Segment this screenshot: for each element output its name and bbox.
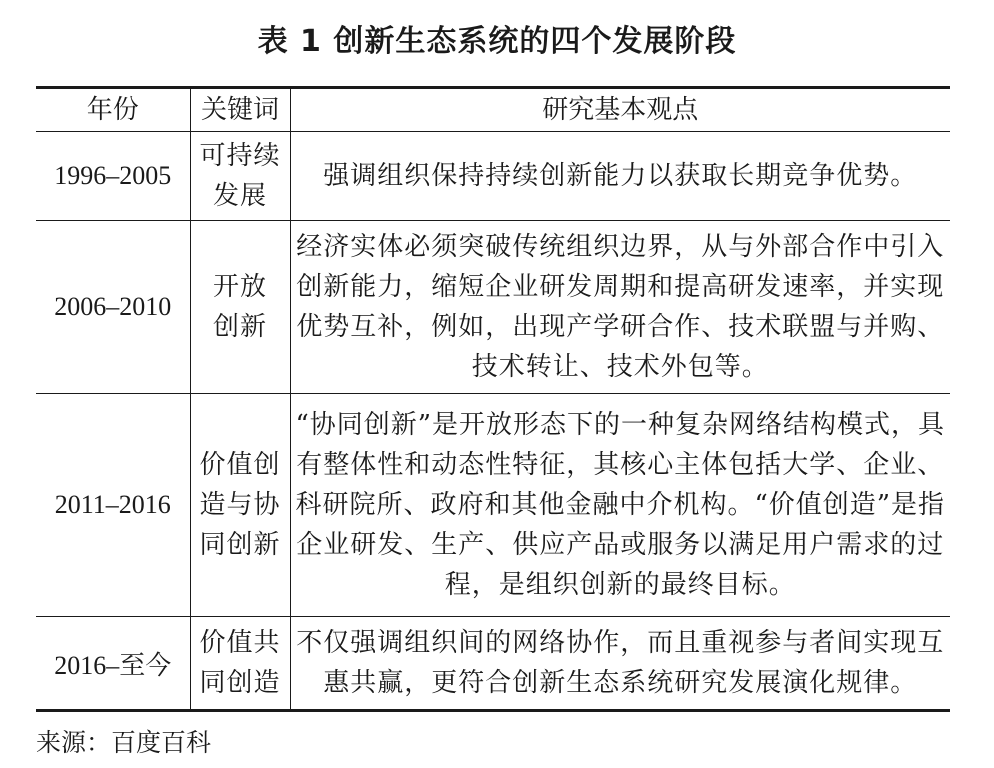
row-keyword-text: 开放创新 — [212, 272, 267, 342]
table-row — [36, 394, 950, 617]
header-view: 研究基本观点 — [290, 88, 950, 132]
row-view: 经济实体必须突破传统组织边界，从与外部合作中引入创新能力，缩短企业研发周期和提高研发速率，并实现优势互补，例如，出现产学研合作、技术联盟与并购、技术转让、技术外包等。 — [290, 221, 950, 394]
header-year: 年份 — [36, 88, 190, 132]
table-row — [36, 617, 950, 711]
row-year: 2006–2010 — [36, 221, 190, 394]
row-year: 2011–2016 — [36, 394, 190, 617]
row-keyword-text: 价值创造与协同创新 — [199, 450, 281, 560]
row-keyword — [190, 617, 290, 711]
row-view: 不仅强调组织间的网络协作，而且重视参与者间实现互惠共赢，更符合创新生态系统研究发展演化规律。 — [290, 617, 950, 711]
row-keyword-text: 可持续发展 — [199, 141, 281, 211]
row-keyword — [190, 394, 290, 617]
row-view: 强调组织保持持续创新能力以获取长期竞争优势。 — [290, 132, 950, 221]
table-title: 表 1 创新生态系统的四个发展阶段 — [257, 24, 737, 59]
row-keyword — [190, 132, 290, 221]
table-row — [36, 132, 950, 221]
row-view: “协同创新”是开放形态下的一种复杂网络结构模式，具有整体性和动态性特征，其核心主体包括大学、企业、科研院所、政府和其他金融中介机构。“价值创造”是指企业研发、生产、供应产品或服务以满足用户需求的过程，是组织创新的最终目标。 — [290, 394, 950, 617]
innovation-stages-table — [36, 86, 950, 712]
row-keyword-text: 价值共同创造 — [199, 628, 281, 698]
row-year: 1996–2005 — [36, 132, 190, 221]
table-header-row — [36, 88, 950, 132]
row-year: 2016–至今 — [36, 617, 190, 711]
header-keyword: 关键词 — [190, 88, 290, 132]
source-note: 来源：百度百科 — [36, 728, 212, 757]
row-keyword — [190, 221, 290, 394]
table-row — [36, 221, 950, 394]
